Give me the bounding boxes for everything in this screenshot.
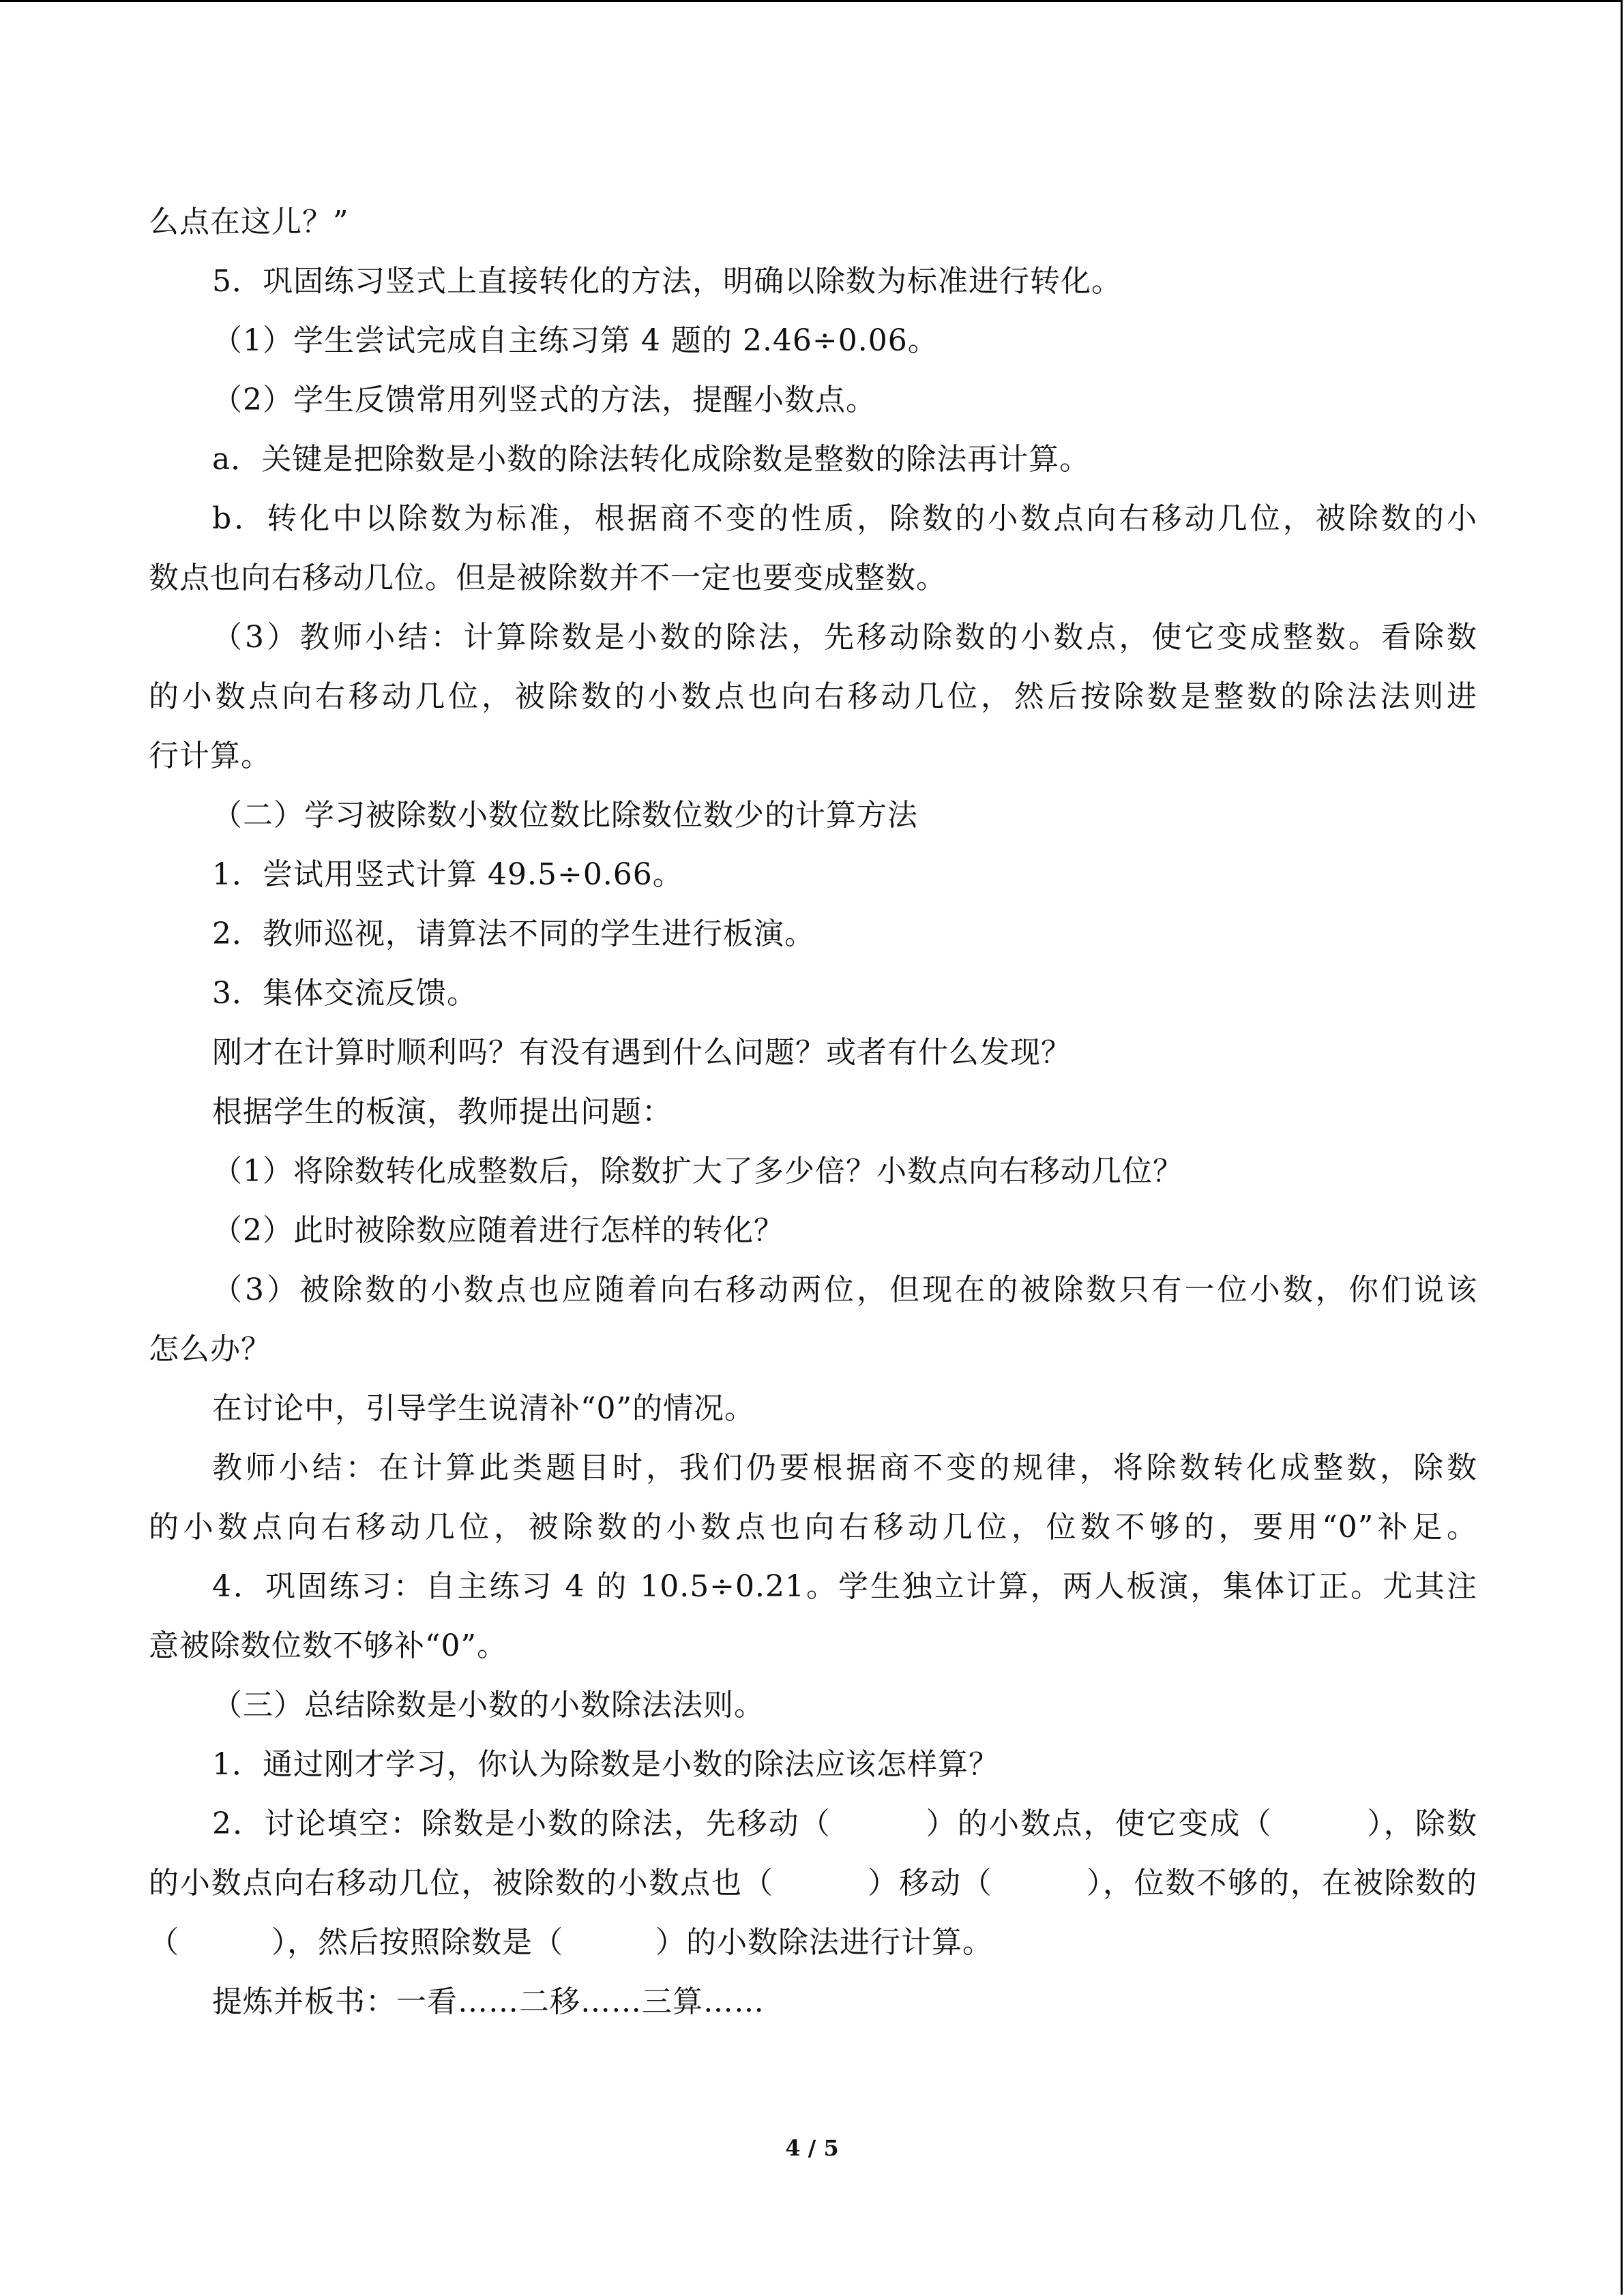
page-number: 4 / 5	[785, 2135, 839, 2161]
text-line: 么点在这儿？”	[149, 205, 349, 239]
text-line: 3．集体交流反馈。	[212, 976, 477, 1011]
text-line: 4．巩固练习：自主练习 4 的 10.5÷0.21。学生独立计算，两人板演，集体订正。尤其注	[212, 1569, 1477, 1604]
text-line: （2）此时被除数应随着进行怎样的转化？	[212, 1213, 784, 1248]
section-heading: （三）总结除数是小数的小数除法法则。	[212, 1688, 765, 1723]
text-line: 怎么办？	[149, 1332, 271, 1367]
text-line: （1）学生尝试完成自主练习第 4 题的 2.46÷0.06。	[212, 323, 939, 358]
text-line: 根据学生的板演，教师提出问题：	[212, 1094, 673, 1129]
text-line: 提炼并板书：一看……二移……三算……	[212, 1984, 765, 2019]
text-line: （1）将除数转化成整数后，除数扩大了多少倍？小数点向右移动几位？	[212, 1154, 1183, 1189]
text-line: （3）教师小结：计算除数是小数的除法，先移动除数的小数点，使它变成整数。看除数	[212, 620, 1477, 655]
text-line: 行计算。	[149, 739, 271, 773]
text-line: 刚才在计算时顺利吗？有没有遇到什么问题？或者有什么发现？	[212, 1035, 1072, 1070]
text-line: 的小数点向右移动几位，被除数的小数点也（ ）移动（ ），位数不够的，在被除数的	[149, 1866, 1477, 1900]
text-line: 的小数点向右移动几位，被除数的小数点也向右移动几位，位数不够的，要用“0”补足。	[149, 1510, 1477, 1545]
text-line: 5．巩固练习竖式上直接转化的方法，明确以除数为标准进行转化。	[212, 264, 1122, 299]
text-line: 数点也向右移动几位。但是被除数并不一定也要变成整数。	[149, 561, 947, 595]
text-line: 2．教师巡视，请算法不同的学生进行板演。	[212, 916, 815, 951]
text-line: （2）学生反馈常用列竖式的方法，提醒小数点。	[212, 383, 876, 417]
text-line: 在讨论中，引导学生说清补“0”的情况。	[212, 1391, 755, 1426]
section-heading: （二）学习被除数小数位数比除数位数少的计算方法	[212, 798, 918, 833]
text-line: 的小数点向右移动几位，被除数的小数点也向右移动几位，然后按除数是整数的除法法则进	[149, 679, 1477, 714]
text-line: a．关键是把除数是小数的除法转化成除数是整数的除法再计算。	[212, 442, 1091, 477]
text-line: b．转化中以除数为标准，根据商不变的性质，除数的小数点向右移动几位，被除数的小	[212, 501, 1477, 536]
text-line: 2．讨论填空：除数是小数的除法，先移动（ ）的小数点，使它变成（ ），除数	[212, 1806, 1477, 1841]
text-line: 1．尝试用竖式计算 49.5÷0.66。	[212, 857, 683, 892]
text-line: 意被除数位数不够补“0”。	[149, 1628, 507, 1663]
text-line: 教师小结：在计算此类题目时，我们仍要根据商不变的规律，将除数转化成整数，除数	[212, 1450, 1477, 1485]
text-line: （3）被除数的小数点也应随着向右移动两位，但现在的被除数只有一位小数，你们说该	[212, 1272, 1477, 1307]
text-line: （ ），然后按照除数是（ ）的小数除法进行计算。	[149, 1925, 993, 1960]
text-line: 1．通过刚才学习，你认为除数是小数的除法应该怎样算？	[212, 1747, 999, 1782]
